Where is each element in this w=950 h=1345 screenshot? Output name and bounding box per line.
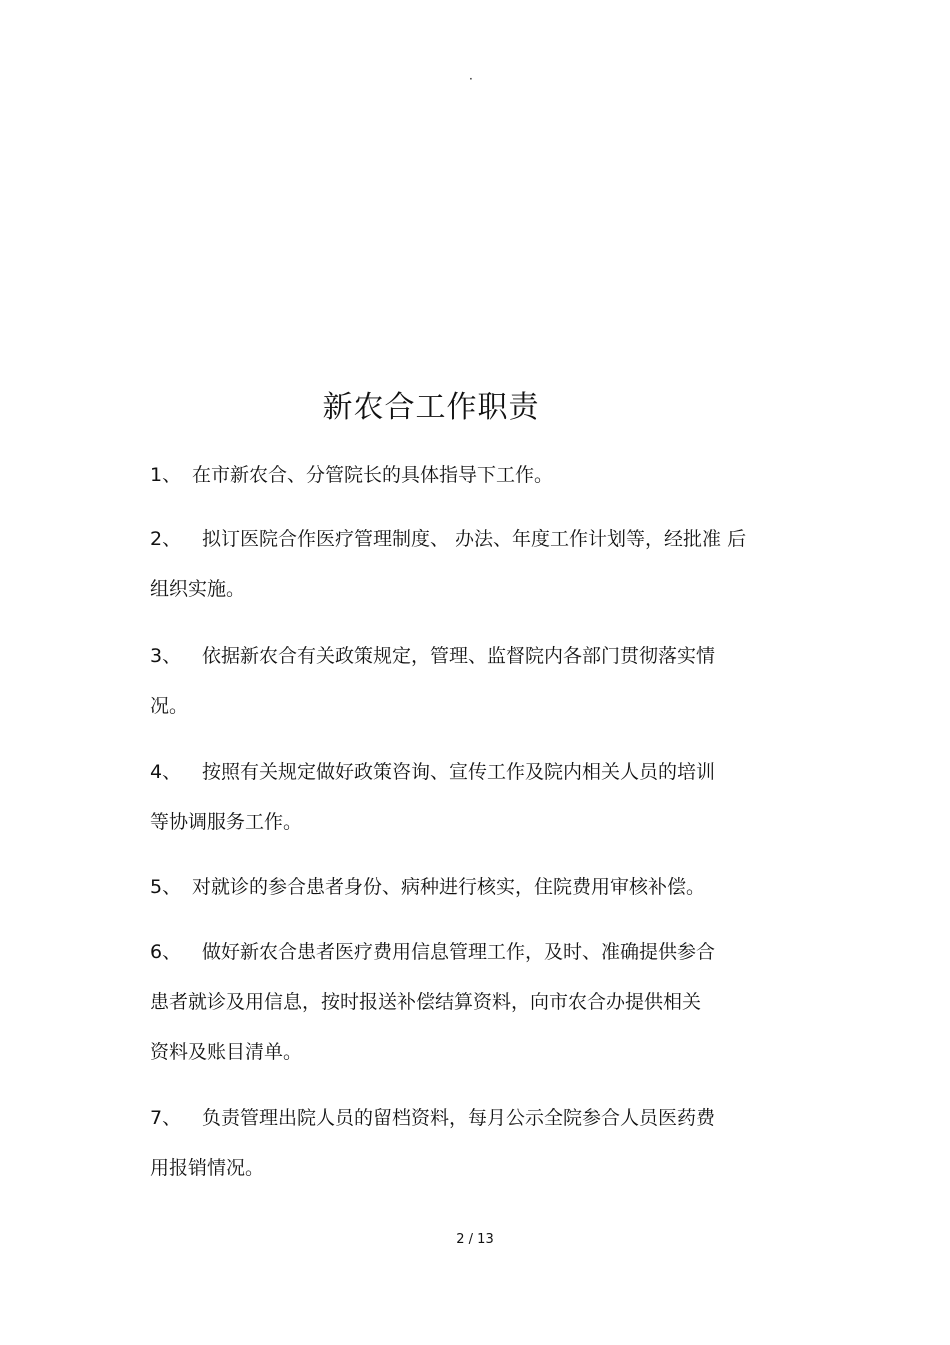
item-text: 拟订医院合作医疗管理制度、 办法、年度工作计划等，经批准 后 [202,528,747,550]
list-item-5 [150,875,830,899]
item-number: 6、 [150,941,182,963]
header-mark: · [469,72,473,86]
item-number: 5、 [150,876,182,898]
item-line: 况。 [150,695,189,717]
item-number: 1、 [150,464,182,486]
item-line: 等协调服务工作。 [150,811,303,833]
item-number: 7、 [150,1107,182,1129]
page-number: 2 / 13 [456,1232,494,1247]
item-number: 2、 [150,528,182,550]
item-line [150,527,830,551]
item-line [150,875,830,899]
item-line: 资料及账目清单。 [150,1041,303,1063]
item-line [150,644,830,668]
list-item-7 [150,1106,830,1180]
list-item-6 [150,940,830,1064]
item-text: 对就诊的参合患者身份、病种进行核实，住院费用审核补偿。 [192,876,706,898]
item-line: 患者就诊及用信息，按时报送补偿结算资料，向市农合办提供相关 [150,991,702,1013]
item-text: 做好新农合患者医疗费用信息管理工作，及时、准确提供参合 [202,941,716,963]
item-line: 组织实施。 [150,578,246,600]
list-item-2 [150,527,830,601]
list-item-4 [150,760,830,834]
item-line: 用报销情况。 [150,1157,265,1179]
item-text: 在市新农合、分管院长的具体指导下工作。 [192,464,554,486]
item-text: 负责管理出院人员的留档资料，每月公示全院参合人员医药费 [202,1107,716,1129]
item-line [150,760,830,784]
page-title: 新农合工作职责 [322,390,540,425]
item-line [150,1106,830,1130]
list-item-3 [150,644,830,718]
item-line [150,940,830,964]
item-text: 依据新农合有关政策规定，管理、监督院内各部门贯彻落实情 [202,645,716,667]
list-item-1 [150,463,830,487]
item-text: 按照有关规定做好政策咨询、宣传工作及院内相关人员的培训 [202,761,716,783]
item-number: 3、 [150,645,182,667]
item-number: 4、 [150,761,182,783]
item-line [150,463,830,487]
